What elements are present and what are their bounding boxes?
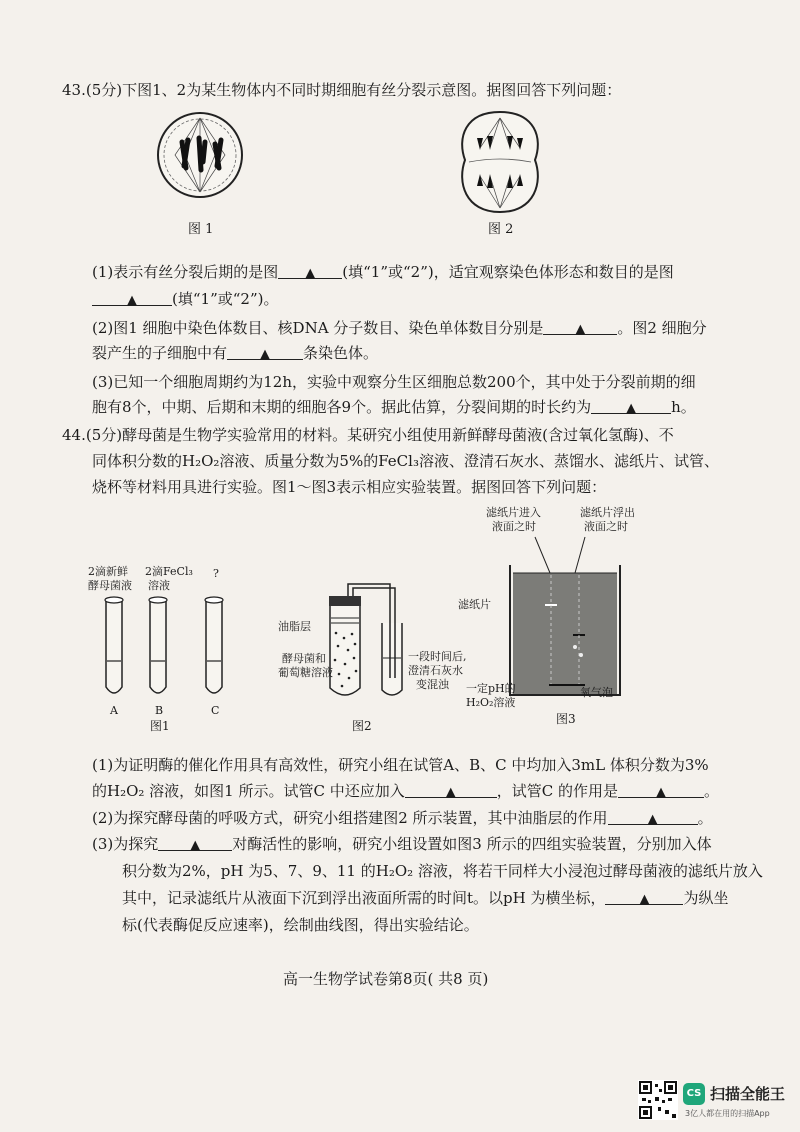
blank-mark: ▲ <box>626 401 637 416</box>
blank-mark: ▲ <box>260 347 271 362</box>
fig2-apparatus <box>320 578 420 708</box>
answer-blank[interactable] <box>605 888 683 905</box>
answer-blank[interactable] <box>618 781 704 798</box>
fig3-float-label-1: 滤纸片浮出 <box>580 506 635 519</box>
q44-p2-text-a: (2)为探究酵母菌的呼吸方式，研究小组搭建图2 所示装置，其中油脂层的作用 <box>92 809 608 827</box>
q44-part-1-cont <box>92 781 719 801</box>
fig1-label-a1: 2滴新鲜 <box>88 565 128 578</box>
answer-blank[interactable] <box>591 397 671 414</box>
fig3-paper-label: 滤纸片 <box>458 598 491 611</box>
fig1-label-c: ? <box>213 567 219 580</box>
fig3-solution-label-2: H₂O₂溶液 <box>466 696 516 709</box>
q44-p3-text-b: 对酶活性的影响，研究小组设置如图3 所示的四组实验装置，分别加入体 <box>232 835 712 853</box>
q44-part-3-line-2: 积分数为2%，pH 为5、7、9、11 的H₂O₂ 溶液，将若干同样大小浸泡过酵母菌液的滤纸片放入 <box>122 862 763 880</box>
fig1-test-tubes <box>98 595 238 705</box>
answer-blank[interactable] <box>227 343 303 360</box>
fig2-note-2: 澄清石灰水 <box>408 664 463 677</box>
q43-p1-text-b: (填“1”或“2”)，适宜观察染色体形态和数目的是图 <box>342 263 674 281</box>
q44-p2-text-b: 。 <box>697 809 713 827</box>
q43-part-1-cont <box>92 289 278 309</box>
fig1-tube-c: C <box>211 704 220 717</box>
fig1-label-a2: 酵母菌液 <box>88 579 132 592</box>
fig3-enter-label-1: 滤纸片进入 <box>486 506 541 519</box>
blank-mark: ▲ <box>305 266 316 281</box>
fig1-label-b2: 溶液 <box>148 579 170 592</box>
fig1-tube-b: B <box>155 704 164 717</box>
q44-p3-text-e: 为纵坐 <box>683 889 729 907</box>
answer-blank[interactable] <box>158 834 232 851</box>
watermark-app-name: 扫描全能王 <box>710 1085 786 1103</box>
fig2-yeast-label-2: 葡萄糖溶液 <box>278 666 333 679</box>
camscanner-logo-icon: CS <box>683 1083 705 1105</box>
q43-p1-text-a: (1)表示有丝分裂后期的是图 <box>92 263 279 281</box>
blank-mark: ▲ <box>575 322 586 337</box>
q43-p3-text-b: 胞有8个，中期、后期和末期的细胞各9个。据此估算，分裂间期的时长约为 <box>92 398 592 416</box>
q43-p3-text-c: h。 <box>671 398 696 416</box>
q43-p2-text-b: 。图2 细胞分 <box>617 319 707 337</box>
fig2-oil-label: 油脂层 <box>278 620 311 633</box>
q44-part-3-line-4: 标(代表酶促反应速率)，绘制曲线图，得出实验结论。 <box>122 916 479 934</box>
blank-mark: ▲ <box>647 812 658 827</box>
watermark-tagline: 3亿人都在用的扫描App <box>685 1109 770 1118</box>
q44-part-3-line-3 <box>122 888 729 908</box>
q44-stem-line-2: 同体积分数的H₂O₂溶液、质量分数为5%的FeCl₃溶液、澄清石灰水、蒸馏水、滤纸片、试管、 <box>92 452 719 470</box>
fig3-enter-label-2: 液面之时 <box>492 520 536 533</box>
answer-blank[interactable] <box>405 781 497 798</box>
answer-blank[interactable] <box>278 262 342 279</box>
qr-code-icon <box>638 1080 678 1120</box>
q44-part-2 <box>92 808 713 828</box>
q44-part-3 <box>92 834 712 854</box>
blank-mark: ▲ <box>639 892 650 907</box>
q44-p1-text-c: ，试管C 的作用是 <box>496 782 618 800</box>
answer-blank[interactable] <box>543 318 617 335</box>
q43-p1-text-c: (填“1”或“2”)。 <box>172 290 279 308</box>
blank-mark: ▲ <box>190 838 201 853</box>
q44-p3-text-a: (3)为探究 <box>92 835 159 853</box>
q43-p2-text-c: 裂产生的子细胞中有 <box>92 344 228 362</box>
fig1-label-b1: 2滴FeCl₃ <box>145 565 193 578</box>
q43-p2-text-d: 条染色体。 <box>303 344 379 362</box>
q44-stem-line-3: 烧杯等材料用具进行实验。图1～图3表示相应实验装置。据图回答下列问题： <box>92 478 607 496</box>
fig2-note-1: 一段时间后, <box>408 650 467 663</box>
blank-mark: ▲ <box>655 785 666 800</box>
fig3-beaker <box>505 535 625 705</box>
q43-figure-2-caption: 图 2 <box>488 222 514 237</box>
q44-part-1: (1)为证明酶的催化作用具有高效性，研究小组在试管A、B、C 中均加入3mL 体积分数为3% <box>92 756 709 774</box>
q44-stem-line-1: 44.(5分)酵母菌是生物学实验常用的材料。某研究小组使用新鲜酵母菌液(含过氧化氢酶)、不 <box>62 426 674 444</box>
fig3-solution-label-1: 一定pH的 <box>466 682 516 695</box>
q44-p1-text-b: 的H₂O₂ 溶液，如图1 所示。试管C 中还应加入 <box>92 782 405 800</box>
q43-figure-2 <box>455 108 545 218</box>
page-footer: 高一生物学试卷第8页( 共8 页) <box>283 970 489 988</box>
q43-figure-1-caption: 图 1 <box>188 222 214 237</box>
fig2-note-3: 变混浊 <box>416 678 449 691</box>
q43-part-2 <box>92 318 707 338</box>
q43-figure-1 <box>155 110 245 200</box>
q43-part-1 <box>92 262 674 282</box>
q43-p2-text-a: (2)图1 细胞中染色体数目、核DNA 分子数目、染色单体数目分别是 <box>92 319 544 337</box>
q44-p1-text-d: 。 <box>703 782 719 800</box>
fig1-tube-a: A <box>110 704 118 717</box>
q43-stem: 43.(5分)下图1、2为某生物体内不同时期细胞有丝分裂示意图。据图回答下列问题： <box>62 81 622 99</box>
fig3-float-label-2: 液面之时 <box>584 520 628 533</box>
q44-p3-text-d: 其中，记录滤纸片从液面下沉到浮出液面所需的时间t。以pH 为横坐标， <box>122 889 606 907</box>
q43-part-2-cont <box>92 343 378 363</box>
q43-part-3: (3)已知一个细胞周期约为12h，实验中观察分生区细胞总数200个，其中处于分裂前期的细 <box>92 373 696 391</box>
answer-blank[interactable] <box>608 808 698 825</box>
blank-mark: ▲ <box>127 293 137 308</box>
fig1-caption: 图1 <box>150 719 170 733</box>
fig3-caption: 图3 <box>556 712 576 726</box>
fig2-yeast-label-1: 酵母菌和 <box>282 652 326 665</box>
q43-part-3-cont <box>92 397 696 417</box>
fig2-caption: 图2 <box>352 719 372 733</box>
answer-blank[interactable] <box>92 289 172 306</box>
blank-mark: ▲ <box>445 785 456 800</box>
fig3-bubble-label: 氧气泡 <box>580 686 613 699</box>
